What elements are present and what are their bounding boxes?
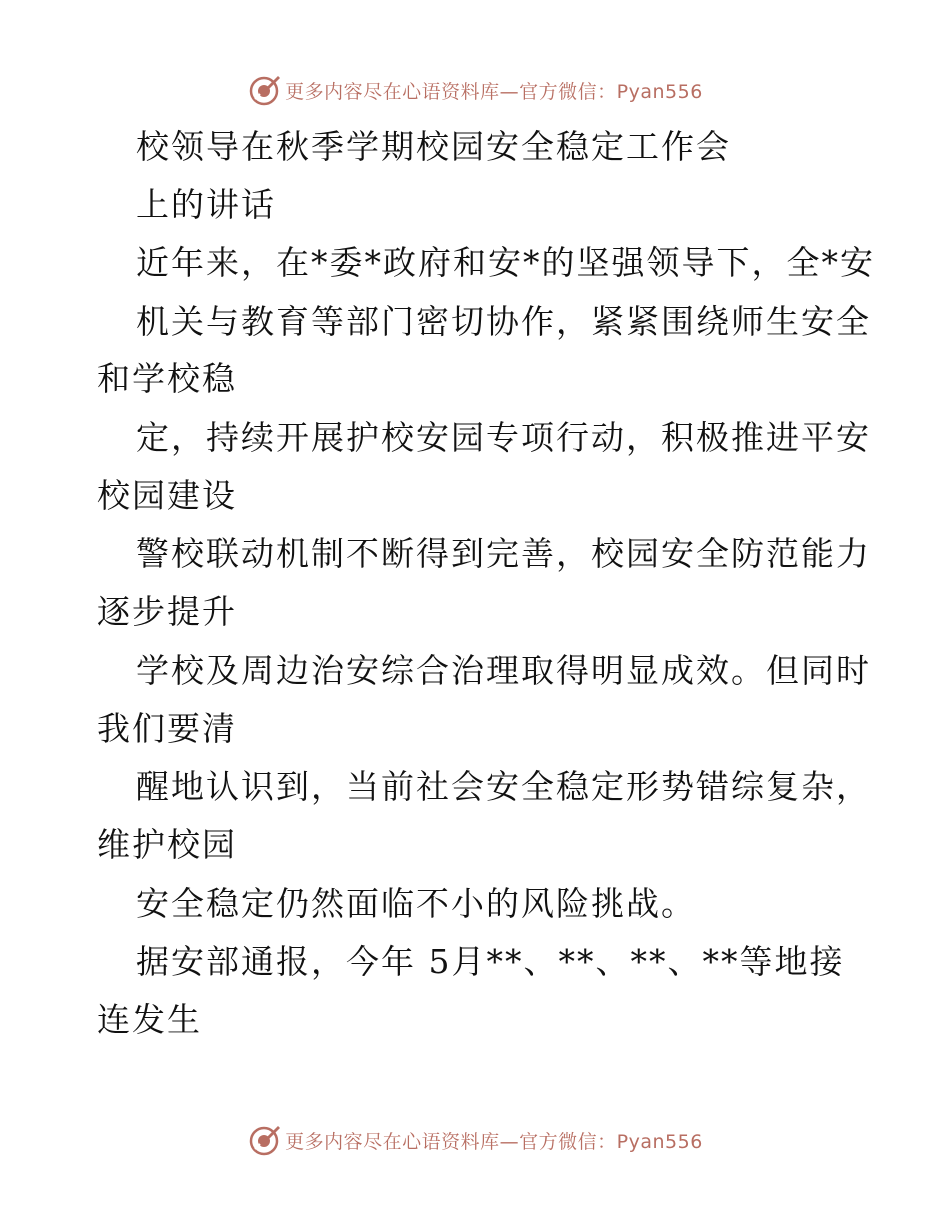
paragraph-line: 和学校稳: [97, 359, 237, 398]
paragraph-line: 据安部通报，今年 5月**、**、**、**等地接: [136, 942, 845, 981]
paragraph-line: 学校及周边治安综合治理取得明显成效。但同时: [136, 651, 871, 690]
paragraph-line: 维护校园: [97, 825, 237, 864]
paragraph-line: 连发生: [97, 1000, 202, 1039]
doc-title-line-1: 校领导在秋季学期校园安全稳定工作会: [136, 127, 731, 166]
paragraph-line: 我们要清: [97, 709, 237, 748]
header-watermark-banner: [0, 70, 950, 110]
paragraph-line: 醒地认识到，当前社会安全稳定形势错综复杂，: [136, 767, 871, 806]
footer-watermark-banner: [0, 1120, 950, 1160]
paragraph-line: 警校联动机制不断得到完善，校园安全防范能力: [136, 534, 871, 573]
quill-seal-icon: [247, 73, 281, 107]
footer-banner-text: 更多内容尽在心语资料库—官方微信：Pyan556: [285, 1130, 703, 1153]
paragraph-line: 校园建设: [97, 476, 237, 515]
header-banner-text: 更多内容尽在心语资料库—官方微信：Pyan556: [285, 80, 703, 103]
paragraph-line: 近年来，在*委*政府和安*的坚强领导下，全*安: [136, 243, 875, 282]
quill-seal-icon: [247, 1123, 281, 1157]
paragraph-line: 逐步提升: [97, 592, 237, 631]
paragraph-line: 安全稳定仍然面临不小的风险挑战。: [136, 884, 696, 923]
paragraph-line: 定，持续开展护校安园专项行动，积极推进平安: [136, 418, 871, 457]
doc-title-line-2: 上的讲话: [136, 185, 276, 224]
paragraph-line: 机关与教育等部门密切协作，紧紧围绕师生安全: [136, 302, 871, 341]
